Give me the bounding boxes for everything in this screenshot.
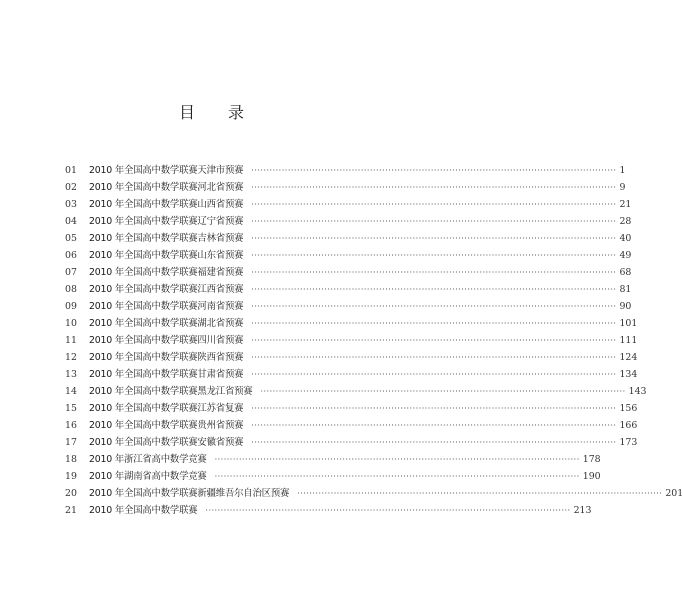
toc-entry-title: 2010 年湖南省高中数学竞赛 (89, 471, 207, 482)
toc-entry-number: 04 (65, 216, 77, 227)
toc-entry-number: 05 (65, 233, 77, 244)
toc-entry-page-number: 28 (619, 216, 632, 227)
toc-entry-title: 2010 年全国高中数学联赛山东省预赛 (89, 250, 244, 261)
toc-dot-leader: ························································································································ (251, 268, 617, 277)
toc-entry-number: 01 (65, 165, 77, 176)
toc-entry-page-number: 81 (619, 284, 632, 295)
toc-entry[interactable] (65, 383, 647, 400)
toc-dot-leader: ························································································································ (251, 285, 617, 294)
toc-dot-leader: ························································································································ (214, 455, 580, 464)
toc-entry-title: 2010 年全国高中数学联赛福建省预赛 (89, 267, 244, 278)
toc-entry-page-number: 90 (619, 301, 632, 312)
toc-entry-page-number: 40 (619, 233, 632, 244)
toc-entry-number: 06 (65, 250, 77, 261)
toc-entry-number: 15 (65, 403, 77, 414)
toc-entry-title: 2010 年全国高中数学联赛 (89, 505, 198, 516)
toc-entry-page-number: 190 (582, 471, 601, 482)
table-of-contents (65, 162, 683, 519)
toc-entry-title: 2010 年全国高中数学联赛甘肃省预赛 (89, 369, 244, 380)
toc-entry[interactable] (65, 451, 601, 468)
toc-entry-page-number: 143 (628, 386, 647, 397)
page-title: 目 录 (178, 103, 259, 122)
toc-entry[interactable] (65, 179, 626, 196)
toc-entry-page-number: 124 (619, 352, 638, 363)
toc-entry-title: 2010 年全国高中数学联赛天津市预赛 (89, 165, 244, 176)
toc-entry-number: 13 (65, 369, 77, 380)
toc-entry-page-number: 101 (619, 318, 638, 329)
toc-entry-title: 2010 年全国高中数学联赛江西省预赛 (89, 284, 244, 295)
toc-entry-title: 2010 年全国高中数学联赛陕西省预赛 (89, 352, 244, 363)
toc-entry-page-number: 134 (619, 369, 638, 380)
toc-entry-title: 2010 年浙江省高中数学竞赛 (89, 454, 207, 465)
toc-entry[interactable] (65, 332, 638, 349)
toc-dot-leader: ························································································································ (260, 387, 626, 396)
toc-entry-page-number: 213 (573, 505, 592, 516)
toc-dot-leader: ························································································································ (251, 438, 617, 447)
toc-entry-number: 21 (65, 505, 77, 516)
toc-entry-title: 2010 年全国高中数学联赛湖北省预赛 (89, 318, 244, 329)
toc-entry[interactable] (65, 434, 638, 451)
toc-entry-number: 07 (65, 267, 77, 278)
toc-entry-title: 2010 年全国高中数学联赛四川省预赛 (89, 335, 244, 346)
toc-dot-leader: ························································································································ (251, 370, 617, 379)
toc-dot-leader: ························································································································ (251, 183, 617, 192)
toc-entry[interactable] (65, 264, 632, 281)
toc-entry[interactable] (65, 298, 632, 315)
toc-entry[interactable] (65, 196, 632, 213)
toc-entry-title: 2010 年全国高中数学联赛新疆维吾尔自治区预赛 (89, 488, 290, 499)
toc-entry-title: 2010 年全国高中数学联赛山西省预赛 (89, 199, 244, 210)
toc-entry-number: 17 (65, 437, 77, 448)
toc-entry-number: 20 (65, 488, 77, 499)
toc-dot-leader: ························································································································ (251, 251, 617, 260)
toc-entry-number: 19 (65, 471, 77, 482)
toc-entry-page-number: 173 (619, 437, 638, 448)
toc-entry-page-number: 166 (619, 420, 638, 431)
toc-entry-number: 16 (65, 420, 77, 431)
toc-entry[interactable] (65, 485, 683, 502)
toc-dot-leader: ························································································································ (251, 336, 617, 345)
toc-dot-leader: ························································································································ (214, 472, 580, 481)
toc-entry-number: 14 (65, 386, 77, 397)
toc-entry-number: 09 (65, 301, 77, 312)
toc-dot-leader: ························································································································ (251, 319, 617, 328)
toc-entry[interactable] (65, 230, 632, 247)
toc-entry-title: 2010 年全国高中数学联赛河北省预赛 (89, 182, 244, 193)
toc-entry-title: 2010 年全国高中数学联赛黑龙江省预赛 (89, 386, 253, 397)
toc-entry-page-number: 1 (619, 165, 626, 176)
toc-entry-page-number: 156 (619, 403, 638, 414)
toc-entry-number: 18 (65, 454, 77, 465)
toc-entry[interactable] (65, 468, 601, 485)
toc-entry-number: 02 (65, 182, 77, 193)
toc-entry-title: 2010 年全国高中数学联赛辽宁省预赛 (89, 216, 244, 227)
toc-entry-title: 2010 年全国高中数学联赛吉林省预赛 (89, 233, 244, 244)
toc-entry-title: 2010 年全国高中数学联赛江苏省复赛 (89, 403, 244, 414)
toc-entry[interactable] (65, 349, 638, 366)
toc-entry-page-number: 21 (619, 199, 632, 210)
toc-entry-number: 12 (65, 352, 77, 363)
toc-dot-leader: ························································································································ (251, 404, 617, 413)
toc-entry-page-number: 9 (619, 182, 626, 193)
toc-dot-leader: ························································································································ (251, 166, 617, 175)
toc-dot-leader: ························································································································ (251, 200, 617, 209)
toc-entry[interactable] (65, 281, 632, 298)
toc-dot-leader: ························································································································ (251, 302, 617, 311)
toc-entry-number: 11 (65, 335, 77, 346)
toc-entry[interactable] (65, 162, 626, 179)
toc-dot-leader: ························································································································ (297, 489, 663, 498)
toc-entry[interactable] (65, 315, 638, 332)
toc-entry-number: 03 (65, 199, 77, 210)
toc-entry-page-number: 111 (619, 335, 638, 346)
toc-entry-page-number: 178 (582, 454, 601, 465)
toc-dot-leader: ························································································································ (251, 217, 617, 226)
toc-dot-leader: ························································································································ (251, 421, 617, 430)
toc-entry-page-number: 68 (619, 267, 632, 278)
toc-entry[interactable] (65, 400, 638, 417)
toc-entry[interactable] (65, 247, 632, 264)
toc-entry[interactable] (65, 213, 632, 230)
toc-entry-number: 10 (65, 318, 77, 329)
toc-entry-page-number: 201 (665, 488, 683, 499)
toc-dot-leader: ························································································································ (205, 506, 571, 515)
toc-entry[interactable] (65, 417, 638, 434)
toc-entry-number: 08 (65, 284, 77, 295)
toc-dot-leader: ························································································································ (251, 353, 617, 362)
toc-entry-title: 2010 年全国高中数学联赛河南省预赛 (89, 301, 244, 312)
toc-entry-title: 2010 年全国高中数学联赛贵州省预赛 (89, 420, 244, 431)
toc-dot-leader: ························································································································ (251, 234, 617, 243)
toc-entry[interactable] (65, 366, 638, 383)
toc-entry-page-number: 49 (619, 250, 632, 261)
toc-entry[interactable] (65, 502, 592, 519)
toc-entry-title: 2010 年全国高中数学联赛安徽省预赛 (89, 437, 244, 448)
